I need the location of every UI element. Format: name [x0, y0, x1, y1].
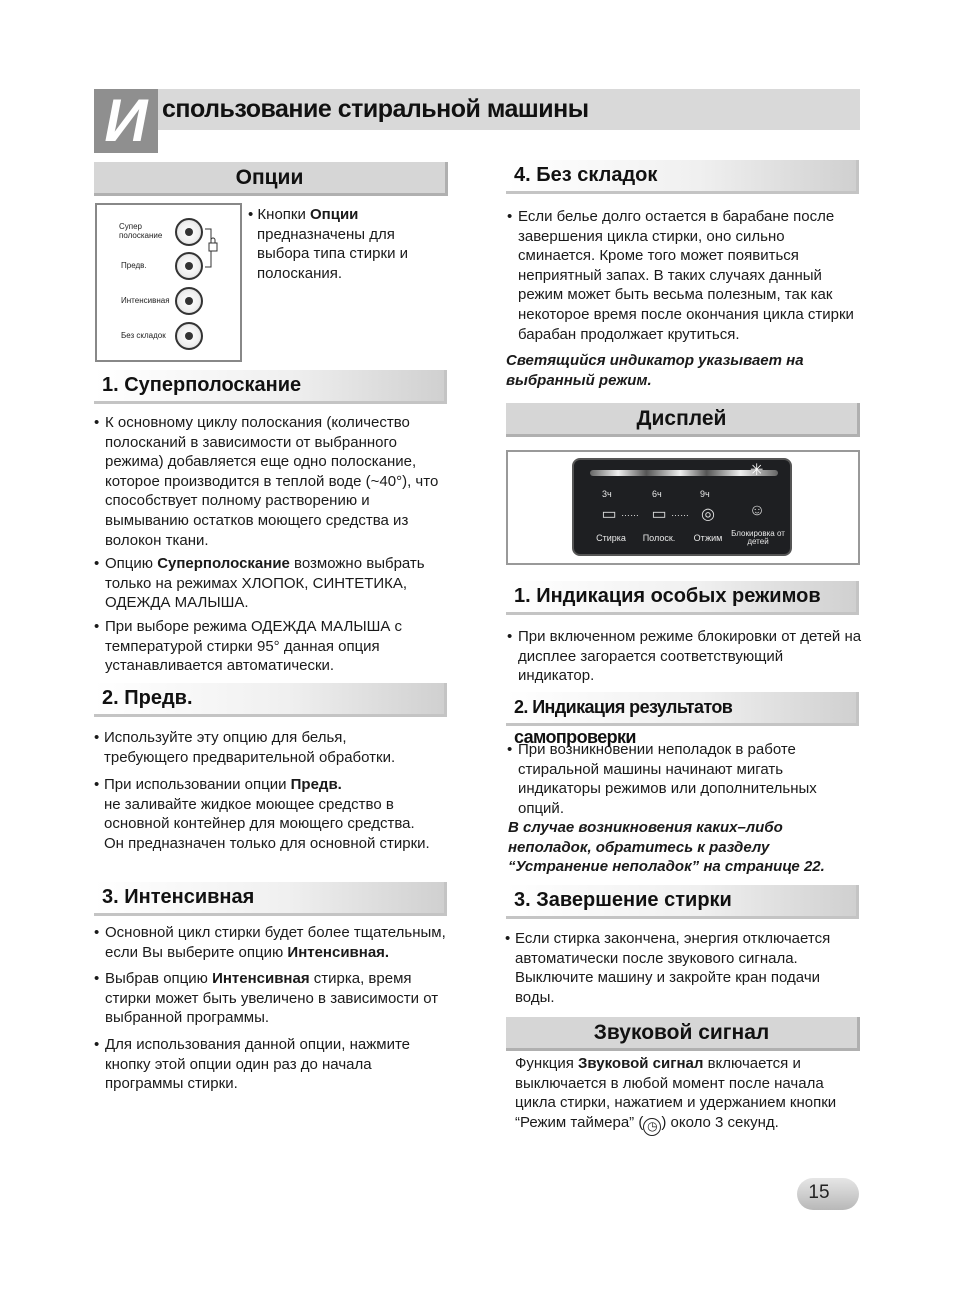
intensive-bullet-3: • Для использования данной опции, нажмите кнопку этой опции один раз до начала программы стирки. [94, 1035, 450, 1094]
beep-end: ) около 3 секунд. [661, 1113, 779, 1131]
options-desc-post: предназначены для выбора типа стирки и полоскания. [257, 225, 408, 282]
intensive-body [94, 923, 450, 1094]
display-label-spin: Отжим [693, 533, 723, 543]
options-header: Опции [94, 162, 448, 196]
intensive-b2-post: стирка, время стирки может быть увеличено в зависимости от выбранной программы. [105, 970, 439, 1027]
prewash-bullet-1: • Используйте эту опцию для белья, требующего предварительной обработки. [94, 728, 434, 767]
nocrease-body [507, 207, 860, 344]
selftest-body [507, 740, 847, 818]
options-desc-pre: • Кнопки [248, 206, 311, 223]
title-initial: И [94, 89, 158, 153]
selftest-header: 2. Индикация результатов самопроверки [506, 692, 859, 726]
superrinse-button[interactable] [175, 218, 203, 246]
options-desc-bold: Опции [310, 206, 359, 223]
nocrease-bullet-1: • Если белье долго остается в барабане после завершения цикла стирки, оно сильно сминается. Кроме того может появиться неприятный запах. В таких случаях данный режим может быть весьма полезным, так как некоторое время после окончания цикла стирки барабан продолжает крутиться. [507, 207, 860, 344]
intensive-b2-bold: Интенсивная [212, 970, 310, 988]
superrinse-bullet-3: • При выборе режима ОДЕЖДА МАЛЫША с температурой стирки 95° данная опция устанавливается автоматически. [94, 617, 450, 676]
intensive-b1-bold: Интенсивная. [287, 943, 390, 961]
opt-label-intensive: Интенсивная [121, 296, 170, 305]
display-header: Дисплей [506, 403, 860, 437]
spin-icon: ◎ [701, 506, 715, 523]
display-label-wash: Стирка [596, 533, 626, 543]
page-number: 15 [808, 1182, 830, 1203]
prewash-button[interactable] [175, 252, 203, 280]
child-lock-icon [203, 227, 219, 271]
display-hour-9: 9ч [700, 489, 710, 499]
intensive-bullet-1 [94, 923, 450, 962]
selftest-bullet-1: • При возникновении неполадок в работе стиральной машины начинают мигать индикаторы режимов или дополнительных опций. [507, 740, 847, 818]
nocrease-note: Светящийся индикатор указывает на выбранный режим. [506, 352, 804, 389]
sparkle-icon: ✳ [750, 462, 764, 479]
timer-icon: ◷ [643, 1118, 661, 1136]
wash-icon: ▭ [601, 506, 617, 523]
end-header: 3. Завершение стирки [506, 885, 859, 919]
prewash-b2-pre: При использовании опции [104, 776, 291, 794]
superrinse-body [94, 413, 450, 676]
options-desc [248, 205, 433, 283]
opt-label-nocrease: Без складок [121, 331, 166, 340]
options-panel [95, 203, 242, 362]
child-lock-icon: ☺ [748, 502, 766, 519]
superrinse-bullet-1: • К основному циклу полоскания (количество полосканий в зависимости от выбранного режима) добавляется еще одно полоскание, которое производится в теплой воде (~40°), что способствует полному растворению и вымыванию остатков моющего средства из волокон ткани. [94, 413, 450, 550]
beep-body [515, 1054, 863, 1136]
opt-label-prewash: Предв. [121, 261, 147, 270]
beep-bold: Звуковой сигнал [578, 1055, 704, 1072]
prewash-body [94, 728, 434, 854]
nocrease-header: 4. Без складок [506, 160, 859, 194]
superrinse-header: 1. Суперполоскание [94, 370, 447, 404]
display-label-rinse: Полоск. [642, 533, 676, 543]
intensive-bullet-2 [94, 969, 450, 1028]
dots-1: …… [621, 508, 639, 518]
special-body [507, 627, 863, 686]
display-hour-3: 3ч [602, 489, 612, 499]
prewash-b2-bold: Предв. [290, 776, 342, 794]
dots-2: …… [671, 508, 689, 518]
special-header: 1. Индикация особых режимов [506, 581, 859, 615]
display-label-childlock: Блокировка от детей [731, 529, 785, 546]
opt-label-superrinse: Супер полоскание [119, 222, 163, 240]
superrinse-b2-pre: Опцию [105, 555, 158, 573]
nocrease-button[interactable] [175, 322, 203, 350]
prewash-header: 2. Предв. [94, 683, 447, 717]
rinse-icon: ▭ [651, 506, 667, 523]
selftest-note: В случае возникновения каких–либо неполадок, обратитесь к разделу “Устранение неполадок” на странице 22. [508, 819, 825, 876]
display-screen [572, 458, 792, 556]
prewash-b2-post: не заливайте жидкое моющее средство в основной контейнер для моющего средства. Он предназначен только для основной стирки. [104, 795, 430, 852]
special-bullet-1: • При включенном режиме блокировки от детей на дисплее загорается соответствующий индикатор. [507, 627, 863, 686]
display-hour-6: 6ч [652, 489, 662, 499]
intensive-b2-pre: Выбрав опцию [105, 970, 213, 988]
end-bullet-1: • Если стирка закончена, энергия отключается автоматически после звукового сигнала. Выключите машину и закройте кран подачи воды. [505, 929, 861, 1007]
intensive-b1-pre: Основной цикл стирки будет более тщательным, если Вы выберите опцию [105, 924, 446, 961]
superrinse-b2-post: возможно выбрать только на режимах ХЛОПОК, СИНТЕТИКА, ОДЕЖДА МАЛЫША. [105, 555, 425, 612]
beep-header: Звуковой сигнал [506, 1017, 860, 1051]
beep-post: включается и выключается в любой момент после начала цикла стирки, нажатием и удержанием кнопки “Режим таймера” ( [515, 1055, 837, 1131]
beep-pre: Функция [515, 1055, 579, 1072]
page-title: спользование стиральной машины [162, 95, 589, 123]
superrinse-bullet-2 [94, 554, 450, 613]
superrinse-b2-bold: Суперполоскание [157, 555, 290, 573]
intensive-header: 3. Интенсивная [94, 882, 447, 916]
intensive-button[interactable] [175, 287, 203, 315]
prewash-bullet-2 [94, 775, 434, 853]
end-body [505, 929, 861, 1007]
